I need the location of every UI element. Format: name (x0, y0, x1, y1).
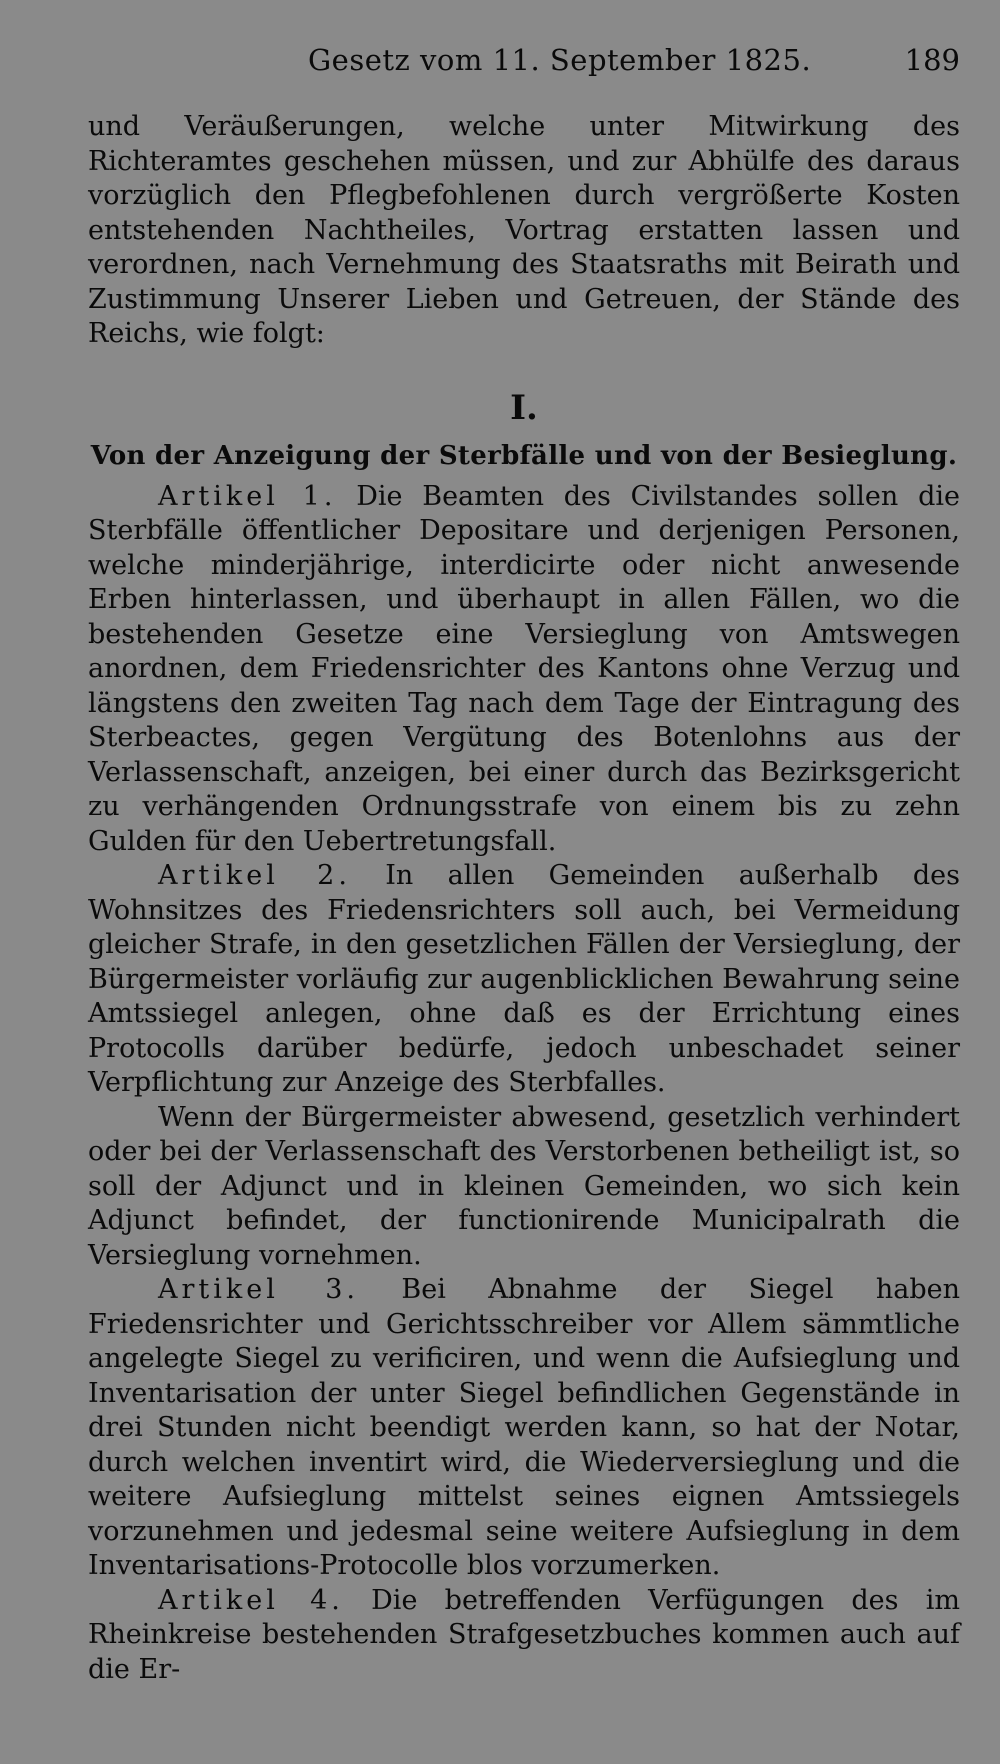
intro-paragraph (88, 110, 960, 352)
intro-text: und Veräußerungen, welche unter Mitwirkung des Richteramtes geschehen müssen, und zur Abhülfe des daraus vorzüglich den Pflegbefohlenen durch vergrößerte Kosten entstehenden Nachtheiles, Vortrag erstatten lassen und verordnen, nach Vernehmung des Staatsraths mit Beirath und Zustimmung Unserer Lieben und Getreuen, der Stände des Reichs, wie folgt: (88, 111, 960, 349)
article-label: Artikel 3. (158, 1274, 360, 1305)
article-label: Artikel 1. (158, 480, 337, 512)
article-2 (88, 859, 960, 1101)
article-text: Die betreffenden Verfügungen des im Rheinkreise bestehenden Strafgesetzbuches kommen auch auf die Er- (88, 1584, 960, 1685)
article-2-continuation (88, 1101, 960, 1274)
article-text: In allen Gemeinden außerhalb des Wohnsitzes des Friedensrichters soll auch, bei Vermeidung gleicher Strafe, in den gesetzlichen Fällen der Versieglung, der Bürgermeister vorläufig zur augenblicklichen Bewahrung seine Amtssiegel anlegen, ohne daß es der Errichtung eines Protocolls darüber bedürfe, jedoch unbeschadet seiner Verpflichtung zur Anzeige des Sterbfalles. (88, 860, 960, 1098)
section-title: Von der Anzeigung der Sterbfälle und von der Besieglung. (90, 440, 958, 471)
article-text: Die Beamten des Civilstandes sollen die Sterbfälle öffentlicher Depositare und derjenigen Personen, welche minderjährige, interdicirte oder nicht anwesende Erben hinterlassen, und überhaupt in allen Fällen, wo die bestehenden Gesetze eine Versieglung von Amtswegen anordnen, dem Friedensrichter des Kantons ohne Verzug und längstens den zweiten Tag nach dem Tage der Eintragung des Sterbeactes, gegen Vergütung des Botenlohns aus der Verlassenschaft, anzeigen, bei einer durch das Bezirksgericht zu verhängenden Ordnungsstrafe von einem bis zu zehn Gulden für den Uebertretungsfall. (88, 480, 960, 857)
running-title: Gesetz vom 11. September 1825. (308, 43, 812, 77)
article-label: Artikel 2. (158, 860, 351, 891)
article-label: Artikel 4. (158, 1584, 344, 1616)
page-header (88, 30, 960, 90)
article-text: Bei Abnahme der Siegel haben Friedensrichter und Gerichtsschreiber vor Allem sämmtliche angelegte Siegel zu verificiren, und wenn die Aufsieglung und Inventarisation der unter Siegel befindlichen Gegenstände in drei Stunden nicht beendigt werden kann, so hat der Notar, durch welchen inventirt wird, die Wiederversieglung und die weitere Aufsieglung mittelst seines eignen Amtssiegels vorzunehmen und jedesmal seine weitere Aufsieglung in dem Inventarisations-Protocolle blos vorzumerken. (88, 1274, 960, 1581)
article-3 (88, 1273, 960, 1584)
section-number: I. (510, 387, 538, 428)
article-4 (88, 1584, 960, 1688)
article-text: Wenn der Bürgermeister abwesend, gesetzlich verhindert oder bei der Verlassenschaft des Verstorbenen betheiligt ist, so soll der Adjunct und in kleinen Gemeinden, wo sich kein Adjunct befindet, der functionirende Municipalrath die Versieglung vornehmen. (88, 1101, 960, 1271)
page-number: 189 (904, 43, 960, 77)
document-page (88, 30, 960, 1687)
article-1 (88, 480, 960, 860)
